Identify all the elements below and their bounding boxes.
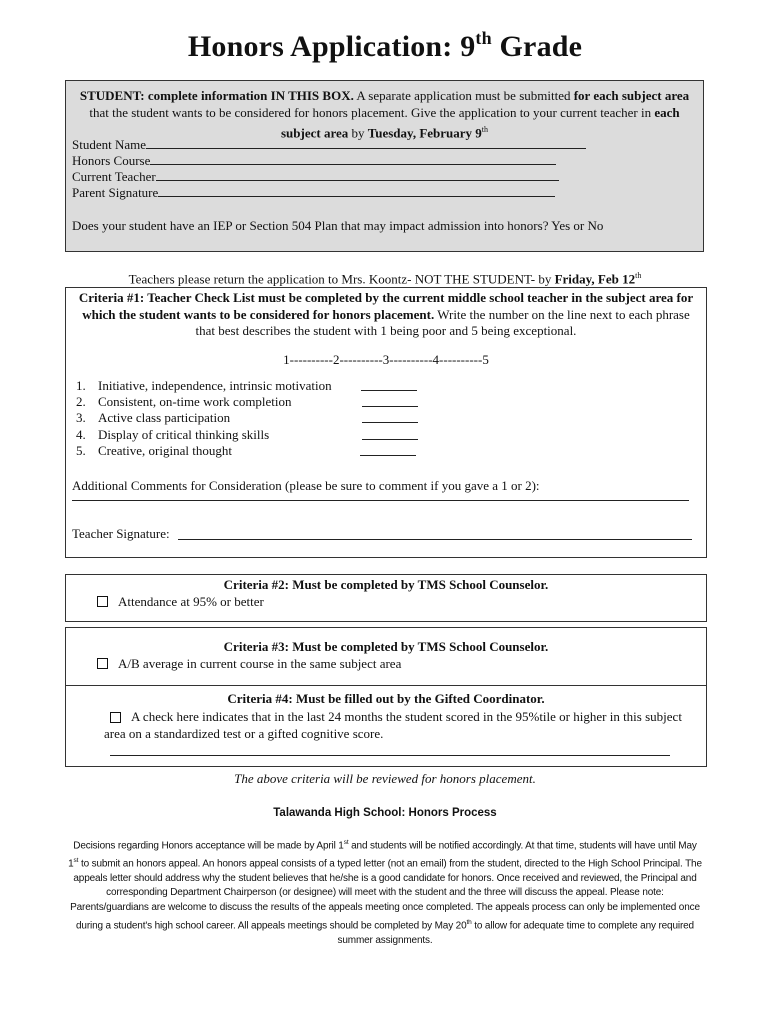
additional-comments-label: Additional Comments for Consideration (please be sure to comment if you gave a 1 or 2): xyxy=(72,478,540,493)
criteria-2-box xyxy=(65,574,707,622)
student-name-field[interactable]: Student Name xyxy=(72,137,586,153)
list-item[interactable]: 5. Creative, original thought xyxy=(76,443,332,459)
list-item[interactable]: 4. Display of critical thinking skills xyxy=(76,427,332,443)
review-note: The above criteria will be reviewed for honors placement. xyxy=(234,771,536,786)
list-item[interactable]: 1. Initiative, independence, intrinsic motivation xyxy=(76,378,332,394)
list-item[interactable]: 2. Consistent, on-time work completion xyxy=(76,394,332,410)
teacher-signature-line[interactable] xyxy=(178,539,692,540)
criteria-4-heading: Criteria #4: Must be filled out by the Gifted Coordinator. xyxy=(227,691,545,706)
additional-comments-line[interactable] xyxy=(72,500,689,501)
checkbox-icon[interactable] xyxy=(97,658,108,669)
honors-course-field[interactable]: Honors Course xyxy=(72,153,556,169)
student-instructions: STUDENT: complete information IN THIS BOX. A separate application must be submitted for each subject area that the student wants to be considered for honors placement. Give the application to your current teacher in each subject area by Tuesday, February 9th xyxy=(79,88,690,141)
iep-question[interactable]: Does your student have an IEP or Section 504 Plan that may impact admission into honors? Yes or No xyxy=(72,218,604,233)
checklist xyxy=(76,378,332,459)
criteria-3-heading: Criteria #3: Must be completed by TMS School Counselor. xyxy=(223,639,549,654)
process-description: Decisions regarding Honors acceptance will be made by April 1st and students will be notified accordingly. At that time, students will have until May 1st to submit an honors appeal. An honors appeal consists of a typed letter (not an email) from the student, directed to the High School Principal. The appeals letter should address why the student believes that he/she is a good candidate for honors. Once received and reviewed, the Principal and corresponding Department Chairperson (or designee) will meet with the student and the three will discuss the appeal. Please note: Parents/guardians are welcome to discuss the results of the appeals meeting once completed. The appeals process can only be implemented once during a student's high school career. All appeals meetings should be completed by May 20th to allow for adequate time to complete any required summer assignments. xyxy=(68,839,702,946)
list-item[interactable]: 3. Active class participation xyxy=(76,410,332,426)
criteria-1-box xyxy=(65,287,707,558)
rating-scale: 1----------2----------3----------4----------5 xyxy=(283,352,489,367)
attendance-checkbox-row[interactable]: Attendance at 95% or better xyxy=(97,594,264,610)
current-teacher-field[interactable]: Current Teacher xyxy=(72,169,559,185)
criteria-3-4-box xyxy=(65,627,707,767)
teacher-signature-label: Teacher Signature: xyxy=(72,526,170,541)
student-info-box xyxy=(65,80,704,252)
grade-average-checkbox-row[interactable]: A/B average in current course in the same subject area xyxy=(97,656,401,672)
teacher-return-note: Teachers please return the application to Mrs. Koontz- NOT THE STUDENT- by Friday, Feb 12th xyxy=(128,271,642,287)
section-divider xyxy=(66,685,706,686)
parent-signature-field[interactable]: Parent Signature xyxy=(72,185,555,201)
checkbox-icon[interactable] xyxy=(97,596,108,607)
gifted-score-statement: A check here indicates that in the last 24 months the student scored in the 95%tile or higher in this subject area on a standardized test or a gifted cognitive score. xyxy=(104,709,682,741)
criteria-1-heading: Criteria #1: Teacher Check List must be completed by the current middle school teacher in the subject area for which the student wants to be considered for honors placement. Write the number on the line next to each phrase that best describes the student with 1 being poor and 5 being exceptional. xyxy=(78,290,694,338)
process-title: Talawanda High School: Honors Process xyxy=(273,807,497,819)
page-title: Honors Application: 9th Grade xyxy=(187,28,583,63)
criteria-2-heading: Criteria #2: Must be completed by TMS School Counselor. xyxy=(223,577,549,592)
gifted-score-line[interactable] xyxy=(110,755,670,756)
